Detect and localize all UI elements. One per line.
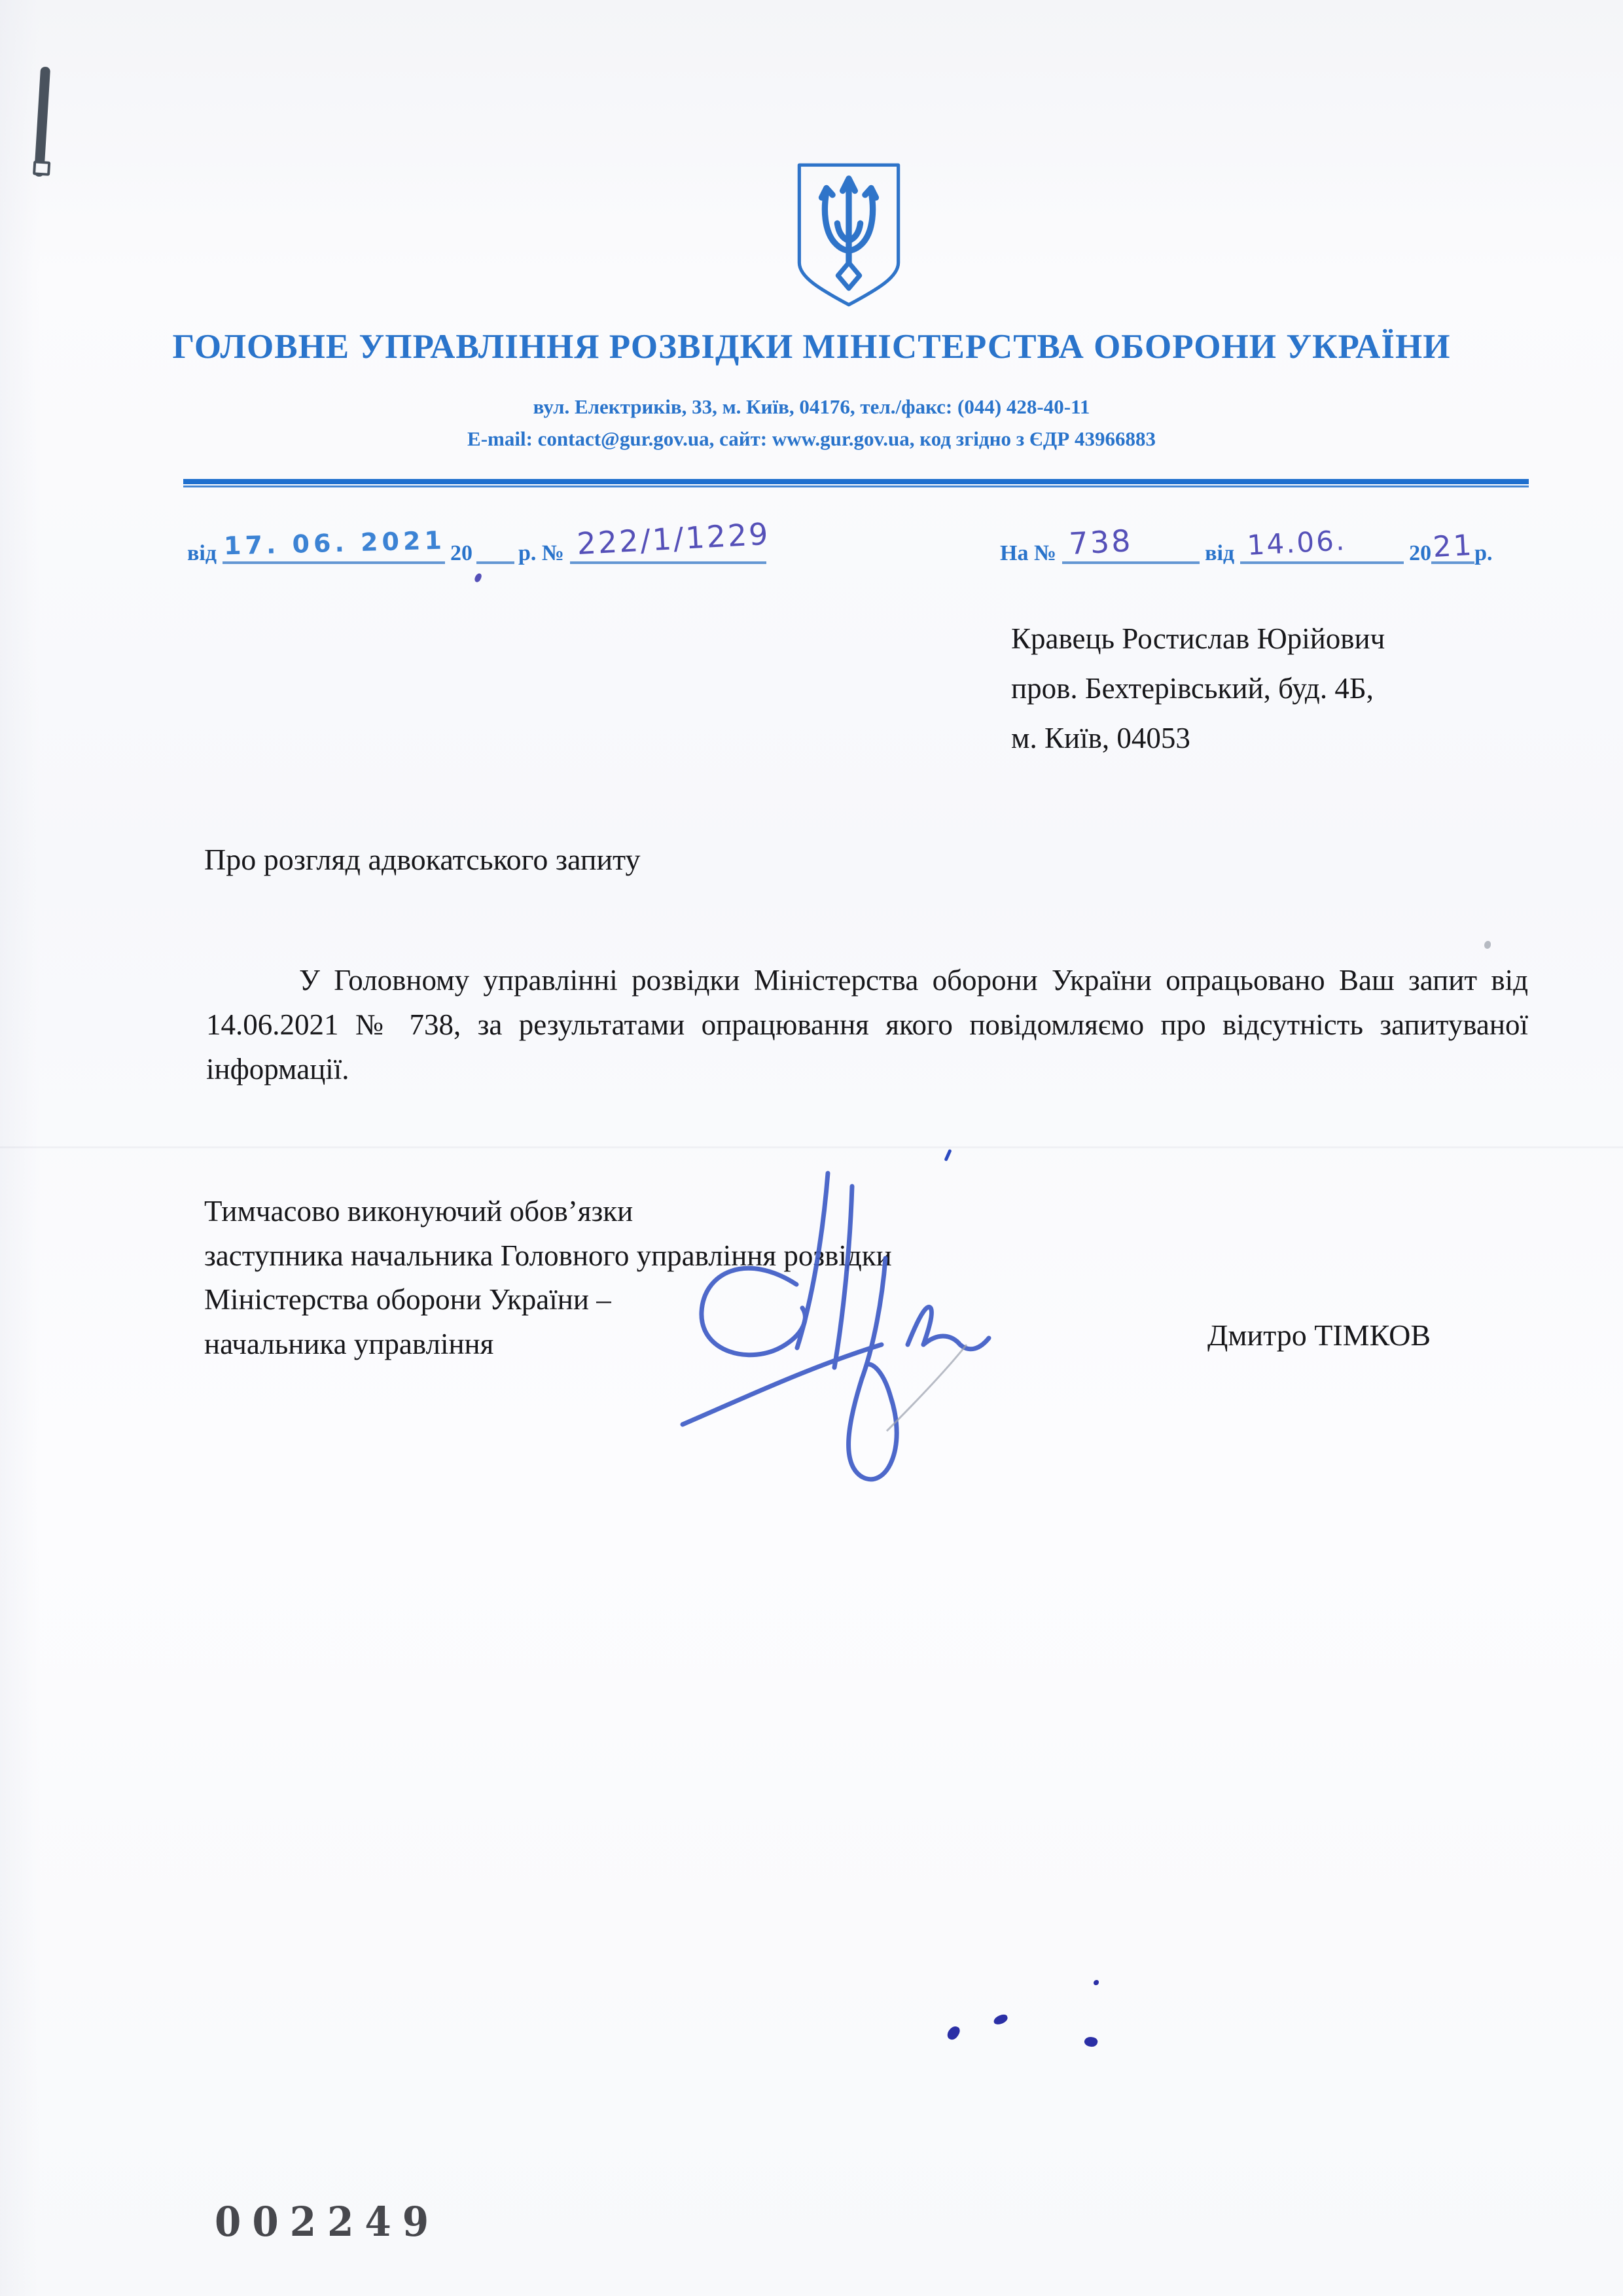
incoming-reference <box>1000 523 1493 597</box>
signatory-title-line: Тимчасово виконуючий обов’язки <box>204 1195 633 1227</box>
org-name: ГОЛОВНЕ УПРАВЛІННЯ РОЗВІДКИ МІНІСТЕРСТВА ОБОРОНИ УКРАЇНИ <box>172 328 1451 366</box>
outgoing-number-handwritten: 222/1/1229 <box>575 516 771 561</box>
na-label: На № <box>1000 541 1057 565</box>
r-number-label: р. № <box>518 541 565 565</box>
org-contact: E-mail: contact@gur.gov.ua, сайт: www.gur.gov.ua, код згідно з ЄДР 43966883 <box>467 427 1156 450</box>
vid-label: від <box>187 541 217 565</box>
body-paragraph: У Головному управлінні розвідки Міністерства оборони України опрацьовано Ваш запит від 14.06.2021 № 738, за результатами опрацювання якого повідомляємо про відсутність запитуваної інформації. <box>206 964 1528 1086</box>
staple-mark <box>34 67 50 177</box>
year-prefix: 20 <box>450 541 473 565</box>
outgoing-number-line <box>570 516 771 564</box>
year-prefix: 20 <box>1409 541 1432 565</box>
recipient-address-street: пров. Бехтерівський, буд. 4Б, <box>1011 672 1374 705</box>
org-address: вул. Електриків, 33, м. Київ, 04176, тел./факс: (044) 428-40-11 <box>533 395 1090 418</box>
handwritten-signature <box>625 1148 1037 1505</box>
ink-speck <box>946 2024 961 2042</box>
vid-label: від <box>1205 541 1235 565</box>
signatory-title-line: Міністерства оборони України – <box>204 1283 611 1316</box>
outgoing-date-line <box>223 525 446 564</box>
r-label: р. <box>1474 541 1493 565</box>
ink-speck <box>993 2013 1009 2026</box>
recipient-address-city: м. Київ, 04053 <box>1011 722 1190 754</box>
outgoing-date-stamp: 17. 06. 2021 <box>223 525 446 561</box>
document-stamp-number: 002249 <box>215 2198 440 2246</box>
incoming-date-line <box>1240 524 1404 564</box>
ukraine-trident-emblem-icon <box>787 161 910 310</box>
incoming-date-handwritten: 14.06. <box>1246 524 1347 561</box>
signer-name: Дмитро ТІМКОВ <box>1207 1318 1431 1352</box>
outgoing-reference <box>187 516 771 597</box>
recipient-block <box>1011 614 1385 763</box>
year-blank-line <box>476 531 514 564</box>
signatory-title-line: начальника управління <box>204 1327 494 1360</box>
ink-speck <box>1484 941 1491 949</box>
signatory-title-line: заступника начальника Головного управління розвідки <box>204 1239 892 1272</box>
year-handwritten: 21 <box>1432 528 1475 564</box>
ink-speck <box>1094 1980 1099 1985</box>
letterhead-divider <box>183 479 1529 488</box>
year-line <box>1431 528 1475 564</box>
subject-line: Про розгляд адвокатського запиту <box>204 843 641 876</box>
recipient-name: Кравець Ростислав Юрійович <box>1011 622 1385 655</box>
incoming-number-handwritten: 738 <box>1067 523 1133 561</box>
incoming-number-line <box>1062 523 1200 564</box>
ink-speck <box>1083 2036 1098 2048</box>
